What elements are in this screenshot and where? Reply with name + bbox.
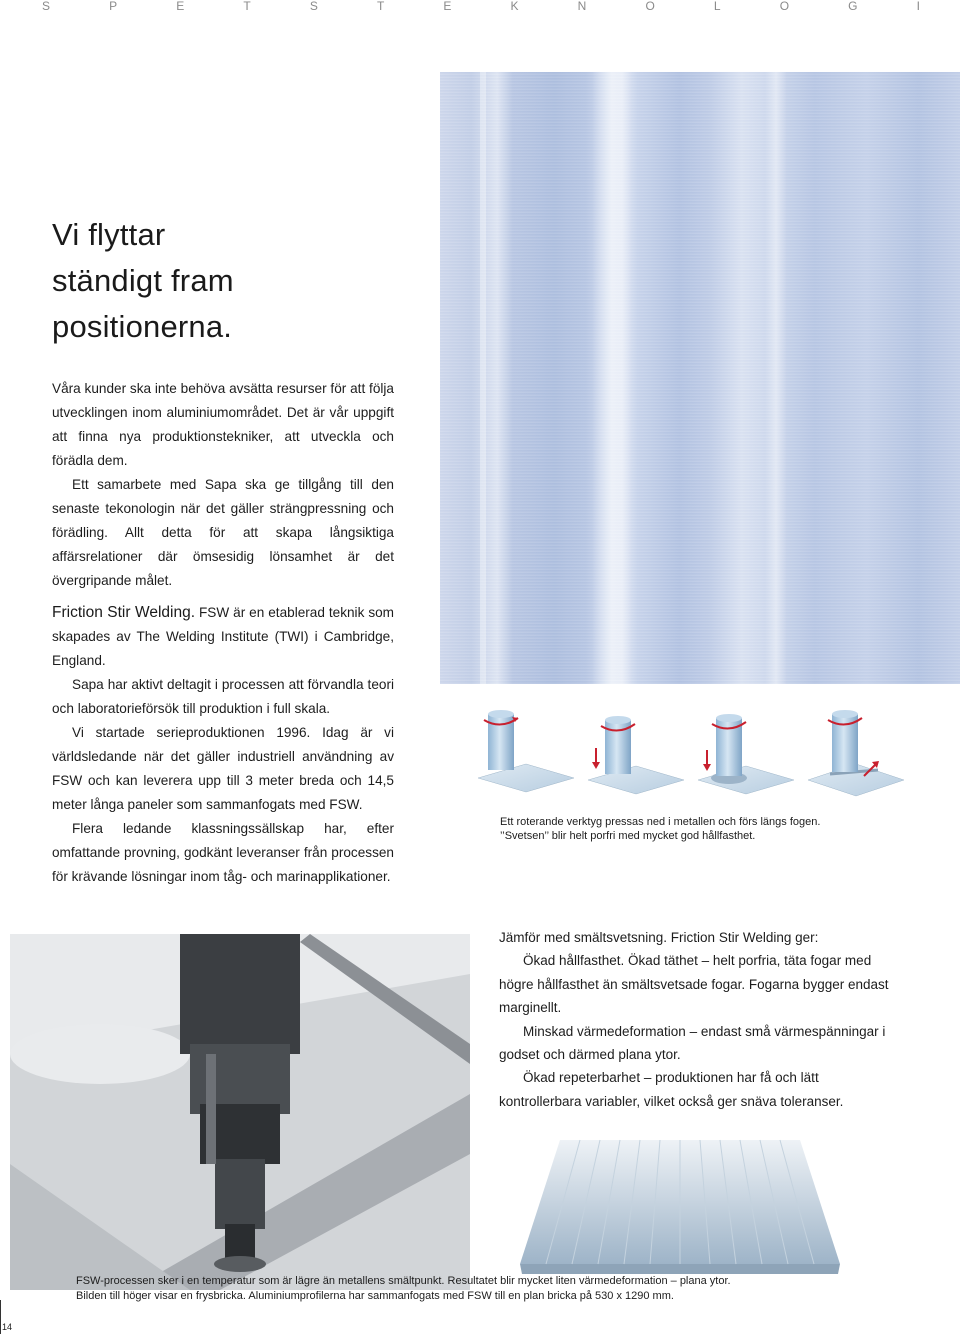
paragraph: Vi startade serieproduktionen 1996. Idag är vi världsledande när det gäller industriell användning av FSW och kan leverera upp till 3 meter breda och 14,5 meter långa paneler som sammanfogats med FSW.: [52, 725, 394, 812]
header-letter: E: [443, 0, 452, 13]
section-header: [0, 0, 960, 14]
article-body: [52, 377, 394, 889]
diagram-caption: [500, 815, 920, 843]
caption-line: Ett roterande verktyg pressas ned i metallen och förs längs fogen.: [500, 816, 821, 828]
diagram-step-3: [698, 714, 794, 794]
diagram-step-2: [588, 716, 684, 794]
header-letter: K: [510, 0, 519, 13]
fsw-process-diagram: [478, 700, 908, 808]
title-line: Vi flyttar: [52, 217, 166, 252]
freezer-tray-photo: [500, 1132, 860, 1277]
benefit-item: Ökad repeterbarhet – produktionen har få och lätt kontrollerbara variabler, vilket också ger snäva toleranser.: [499, 1070, 844, 1109]
caption-line: Bilden till höger visar en frysbricka. Aluminiumprofilerna har sammanfogats med FSW till en plan bricka på 530 x 1290 mm.: [76, 1290, 674, 1302]
header-letter: T: [243, 0, 251, 13]
paragraph: [52, 601, 394, 673]
header-letter: I: [916, 0, 920, 13]
paragraph: Våra kunder ska inte behöva avsätta resurser för att följa utvecklingen inom aluminiumområdet. Det är vår uppgift att finna nya produktionstekniker, att utveckla och förädla dem.: [52, 381, 394, 468]
diagram-step-4: [808, 710, 904, 796]
paragraph: Ett samarbete med Sapa ska ge tillgång till den senaste tekonologin när det gäller strängpressning och förädling. Allt detta för att skapa långsiktiga affärsrelationer där ömsesidig lönsamhet är det övergripande målet.: [52, 477, 394, 588]
divider: [0, 1300, 1, 1334]
paragraph-text: FSW är en etablerad teknik som skapades av The Welding Institute (TWI) i Cambridge, England.: [52, 605, 395, 668]
fsw-machine-photo: [10, 934, 470, 1290]
header-letter: O: [779, 0, 790, 13]
fsw-benefits: [499, 926, 899, 1113]
diagram-step-1: [478, 710, 574, 792]
benefit-item: Minskad värmedeformation – endast små värmespänningar i godset och därmed plana ytor.: [499, 1023, 886, 1063]
benefits-intro: Jämför med smältsvetsning. Friction Stir Welding ger:: [499, 930, 819, 945]
title-line: positionerna.: [52, 309, 233, 344]
benefit-item: Ökad hållfasthet. Ökad täthet – helt porfria, täta fogar med högre hållfasthet än smältsvetsade fogar. Fogarna bygger endast marginellt.: [499, 953, 889, 1016]
header-letter: O: [645, 0, 655, 13]
page-number: 14: [2, 1322, 13, 1332]
aluminium-surface-photo: [440, 72, 960, 684]
header-letter: S: [309, 0, 318, 13]
header-letter: P: [109, 0, 118, 13]
header-letter: G: [848, 0, 858, 13]
header-letter: L: [713, 0, 721, 13]
fsw-heading: Friction Stir Welding.: [52, 604, 196, 621]
paragraph: Sapa har aktivt deltagit i processen att förvandla teori och laboratorieförsök till produktion i full skala.: [52, 677, 394, 716]
header-letter: E: [176, 0, 185, 13]
page-title: [52, 212, 412, 350]
header-letter: N: [577, 0, 587, 13]
paragraph: Flera ledande klassningssällskap har, efter omfattande provning, godkänt leveranser från processen för krävande lösningar inom tåg- och marinapplikationer.: [52, 821, 394, 884]
caption-line: FSW-processen sker i en temperatur som är lägre än metallens smältpunkt. Resultatet blir mycket liten värmedeformation – plana ytor.: [76, 1275, 731, 1287]
header-letter: T: [376, 0, 385, 13]
header-letter: S: [42, 0, 51, 13]
bottom-caption: [76, 1274, 926, 1304]
title-line: ständigt fram: [52, 263, 234, 298]
caption-line: ’’Svetsen’’ blir helt porfri med mycket god hållfasthet.: [500, 830, 756, 842]
